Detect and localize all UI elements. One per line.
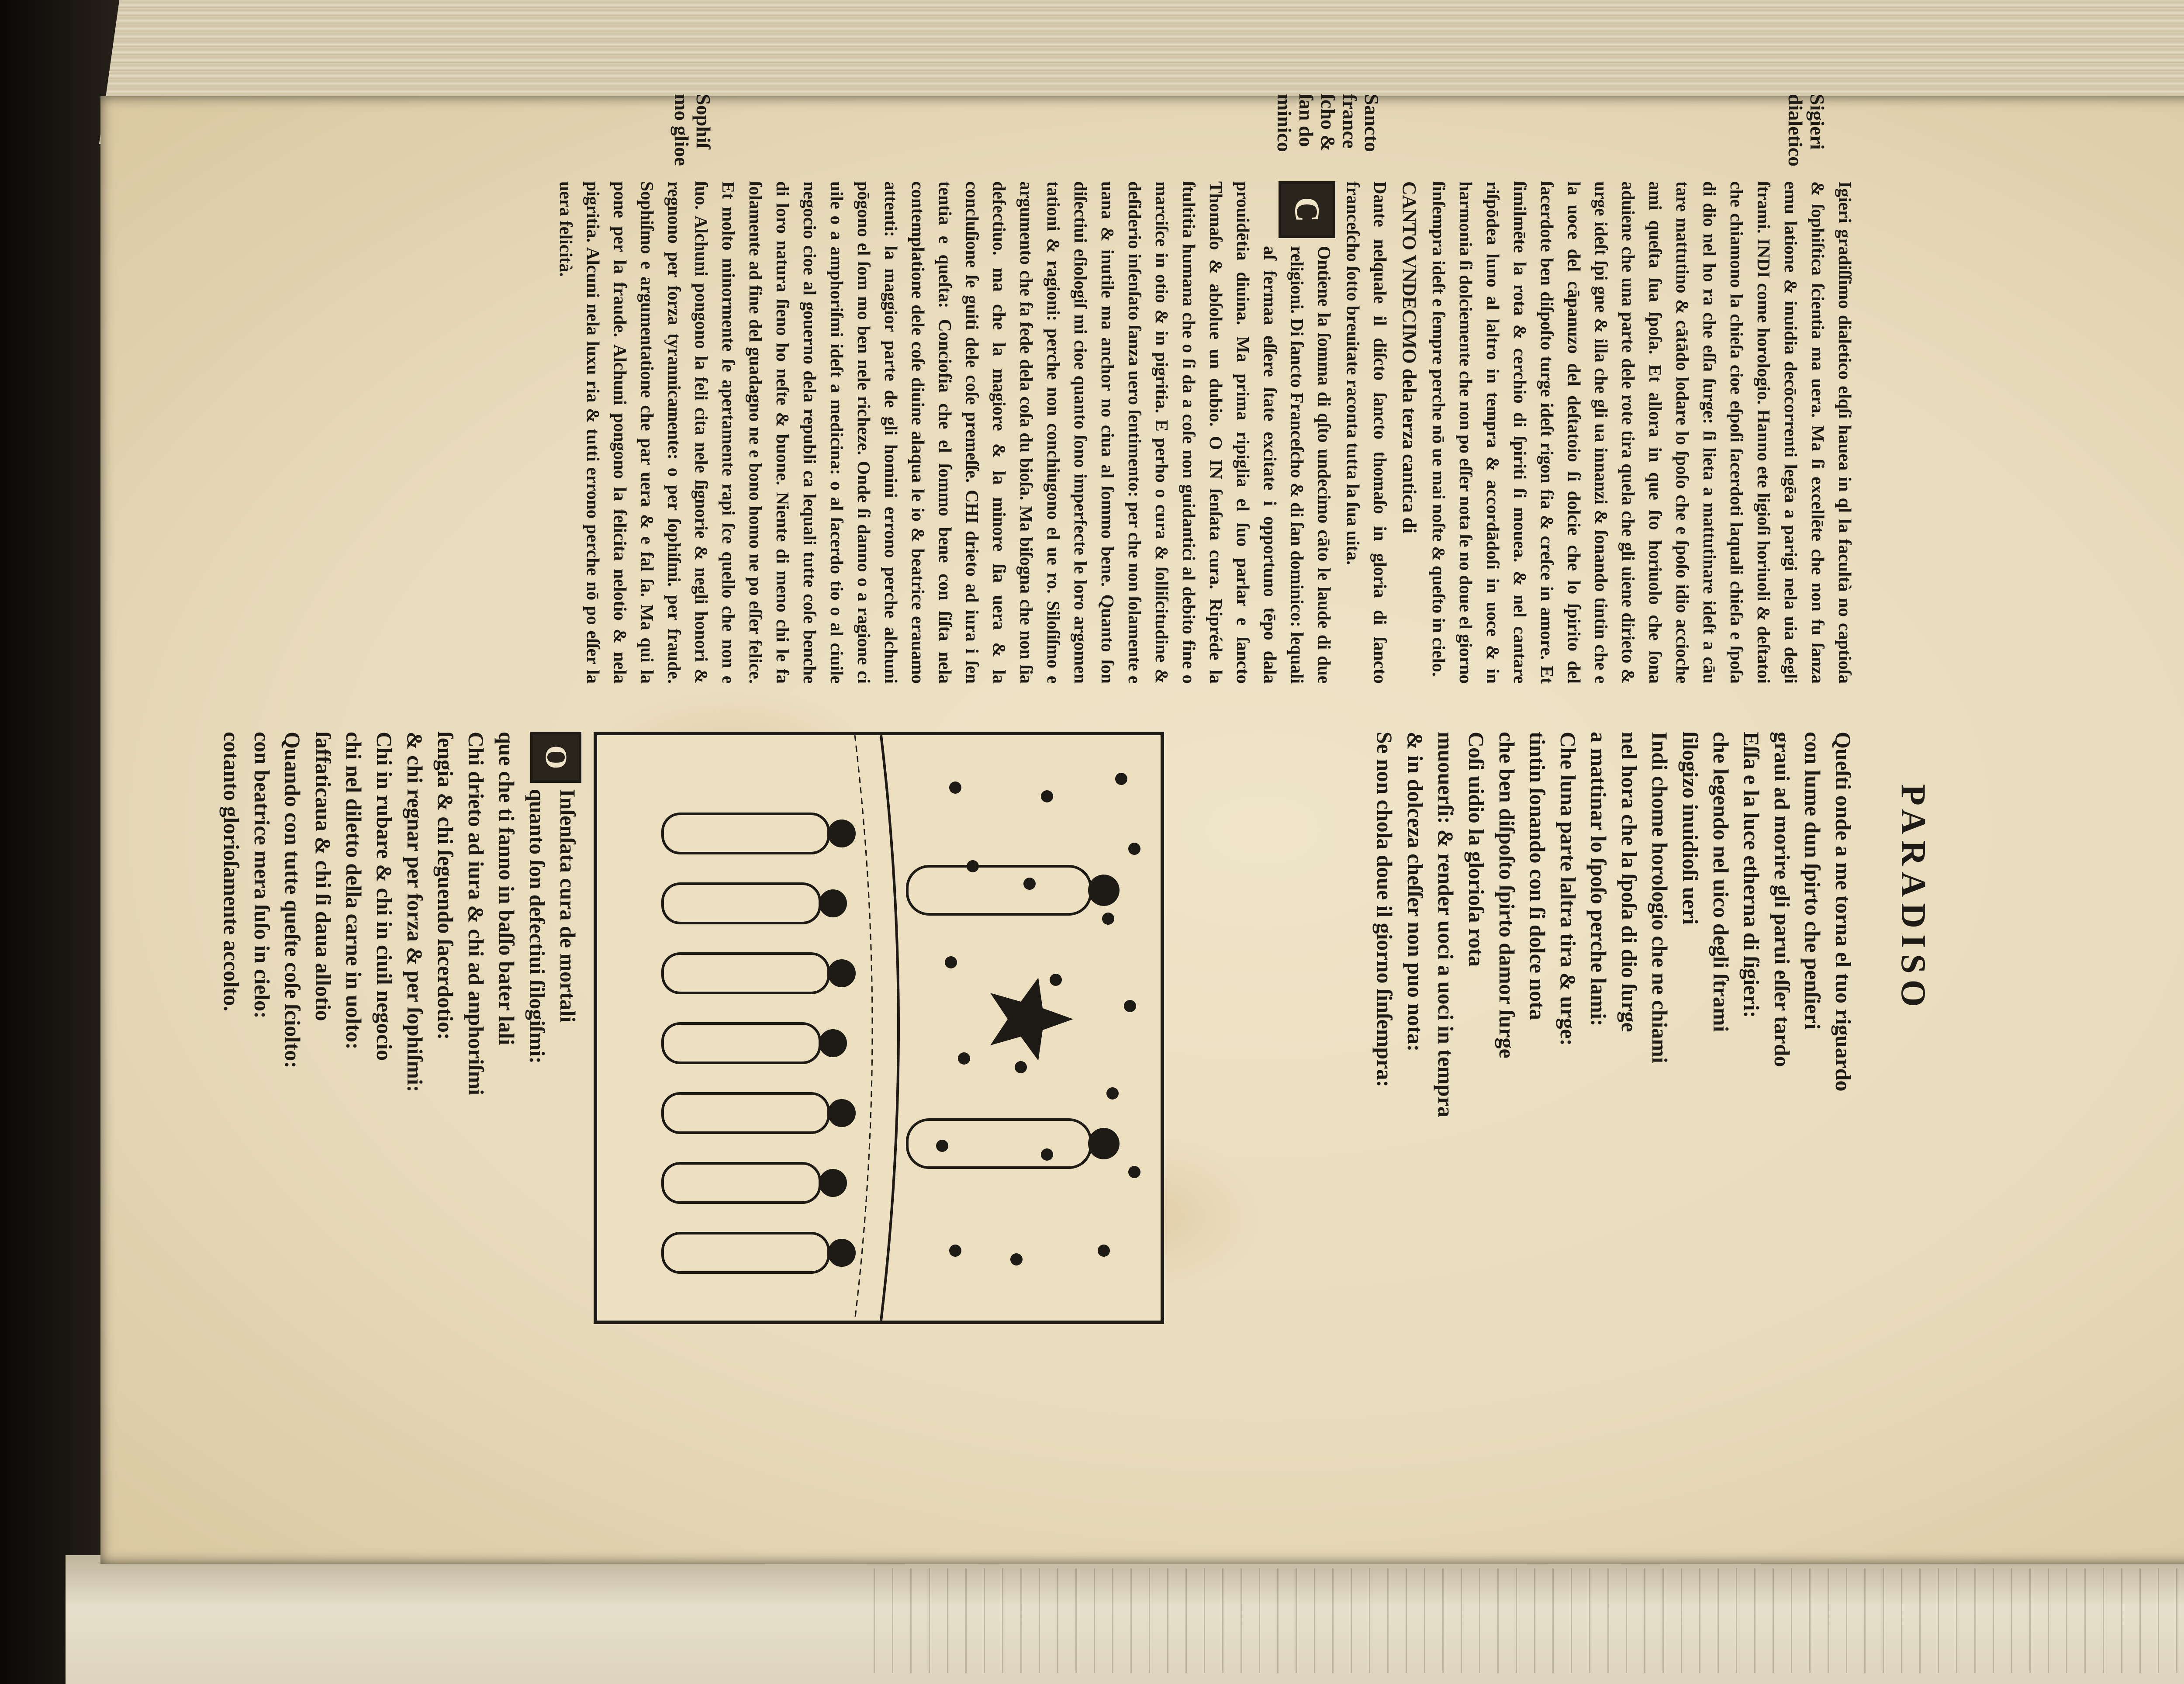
verse-line: Queſti onde a me torna el tuo riguardo	[1831, 732, 1856, 1092]
commentary-column	[551, 181, 1859, 684]
verse-line: che legendo nel uico degli ſtrami	[1709, 732, 1733, 1032]
verse-line: chi nel diletto della carne in uolto:	[342, 732, 366, 1050]
running-head: PARADISO	[1894, 784, 1932, 1013]
verse-line: Inſenſata cura de mortali	[556, 789, 580, 1023]
woodcut-image	[597, 735, 1161, 1321]
verse-line: muouerſi: & render uoci a uoci in tempra	[1434, 732, 1458, 1117]
verse-lines	[216, 732, 583, 1335]
verse-line: Eſſa e la luce etherna di ſigieri:	[1739, 732, 1764, 1018]
verse-line: ſilogizo inuidioſi ueri	[1678, 732, 1703, 925]
verse-line: Indi chome horologio che ne chiami	[1648, 732, 1672, 1063]
verse-line: Se non chola doue il giorno ſinſempra:	[1372, 732, 1397, 1087]
rotated-page-content	[190, 94, 1959, 1352]
canto-heading: CANTO VNDECIMO dela terza cantica di	[1399, 181, 1420, 534]
verse-line: a mattinar lo ſpoſo perche lami:	[1586, 732, 1611, 1027]
verse-line: Quando con tutte queſte coſe ſciolto:	[280, 732, 305, 1068]
verse-line: nel hora che la ſpoſa di dio ſurge	[1617, 732, 1641, 1032]
verse-line: & in dolceza cheſſer non puo nota:	[1403, 732, 1427, 1052]
woodcut-illustration	[594, 732, 1164, 1324]
verse-line: que che ti fanno in baſſo bater lali	[494, 732, 519, 1045]
canto-summary: Dante nelquale il diſcto ſancto thomaſo in gloria di ſancto franceſcho ſotto breuitate raconta tutta la ſua uita.	[1343, 181, 1390, 684]
verse-line: Chi drieto ad iura & chi ad anphoriſmi	[464, 732, 488, 1096]
verse-line: tintin ſonando con ſi dolce nota	[1525, 732, 1550, 1020]
verse-line: & chi regnar per forza & per ſophiſmi:	[403, 732, 427, 1093]
verse-line: cotanto glorioſamente accolto.	[219, 732, 244, 1012]
verse-line: ſengia & chi ſeguendo ſacerdotio:	[433, 732, 458, 1040]
margin-note-sigieri: Sigieri dialetico	[1784, 94, 1828, 167]
margin-note-sophis: Sophiſ mo glioe	[670, 94, 715, 166]
verse-line: Coſi uidio la glorioſa rota	[1464, 732, 1489, 967]
verse-column-lower	[216, 732, 583, 1335]
commentary-paragraph: Igieri gradiſſimo dialetico elqſi hauea in ql la facultà no captioſa & ſophiſtica ſcientia ma uera. Ma ſi excellēte che non fu ſanza emu latione & inuidia decōcorrenti legēa a parigi nela uia degli ſtrami. INDI come horologio. Hanno ete ligioſi horiuoli & deſtatoi che chiamono la chieſa cioe eſpoſi ſacerdoti laquali chieſa e ſpoſa di dio nel ho ra che eſſa ſurge: ſi lieta a mattutinare ideſt a cāu tare mattutino & cātādo lodare lo ſpoſo che e ſpoſo idio accioche ami queſta ſua ſpoſa. Et allora in que ſto horiuolo che ſona aduiene che una parte dele rote tira quela che gli uiene dirieto & urge ideſt ſpi gne & illa che gli ua innanzi & ſonando tintin che e la uoce del cāpanuzo del deſtatoio ſi dolcie che lo ſpirito del ſacerdote ben diſpoſto turge ideſt rigon fia & creſce in amore. Et ſimilmēte la rota & cerchio di ſpiriti ſi mouea. & nel cantare riſpōdea luno al laltro in tempra & accordādoſi in uoce & in harmonia ſi dolciemente che non po eſſer nota ſe no doue el giorno ſinſempra ideſt e ſempre perche nō ue mai noſte & queſto in cielo.	[1429, 181, 1855, 684]
verse-column	[1369, 732, 1859, 1335]
margin-note-sancto: Sancto france ſcho & ſan do minico	[1273, 94, 1383, 152]
verse-line: Chi in rubare & chi in ciuil negocio	[372, 732, 397, 1061]
decorated-initial: O	[530, 732, 581, 783]
facing-page-text-fragment	[874, 1568, 2184, 1673]
verse-line: che ben diſpoſto ſpirto damor ſurge	[1495, 732, 1519, 1058]
verse-line: Che luna parte laltra tira & urge:	[1556, 732, 1580, 1046]
commentary-paragraph: Ontiene la ſomma di qſto undecimo cāto le laude di due religioni. Di ſancto Franceſcho & di ſan dominico: lequali aſ fermaa eſſere ſtate excitate i opportuno tēpo dala prouidētia diuina. Ma prima ripiglia el ſuo parlar e ſancto Thomaſo & abſolue un dubio. O IN ſenſata cura. Ripréde la ſtultitia humana che o ſi da a coſe non guidantici al debito fine o marciſce in otio & in pigritia. E perho o cura & ſolliſcitudine & deſiderio inſenſato ſanza uero ſentimento: per che non ſolamente e uana & inutile ma anchor no ciua al ſommo bene. Quanto ſon diſectiui eſiologiſ mi cioe quanto ſono imperfecte le loro argomen tationi & ragioni: perche non conchiugono el ue ro. Siloſiſmo e argumento che fa fede dela coſa du bioſa. Ma biſogna che non ſia defectiuo. ma che la magiore & la minore ſia uera & la concluſione ſe guiti dele coſe premeſſe. CHI drieto ad iura i ſen tentia e queſta: Conciofia che el ſommo bene con ſiſta nela contemplatione dele coſe diuine alaqua le io & beatrice erauamo attenti: la maggior parte de gli homini errono perche alchuni pōgono el ſom mo ben nele richeze. Onde ſi danno o a ragione ci uile o a amphoriſmi ideſt a medicina: o al ſacerdo tio o al ciuile negocio cioe al gouerno dela republi ca lequali tutte coſe benche di loro natura ſieno ho neſte & buone. Niente di meno chi le fa ſolamente ad fine del guadagno ne e bono homo ne po eſſer felice. Et molto minormente ſe apertamente rapi ſce quello che non e ſuo. Alchuni pongono la feli cita nele ſignorie & negli honori & regnono per forza tyrannicamente: o per ſophiſmi. per fraude. Sophiſmo e argumentatione che par uera & e fal ſa. Ma qui la pone per la fraude. Alchuni pongono la felicita nelotio & nela pigritia. Alcuni nela luxu ria & tutti errono perche nō po eſſer la uera felicità.	[556, 181, 1334, 684]
verse-line: con lume dun ſpirto che penſieri	[1800, 732, 1825, 1030]
verse-line: con beatrice mera ſuſo in cielo:	[250, 732, 274, 1019]
verse-line: ſaffaticaua & chi ſi daua allotio	[311, 732, 335, 1021]
verse-line: quanto ſon defectiui ſilogiſmi:	[525, 789, 549, 1064]
decorated-initial: C	[1279, 181, 1335, 238]
verse-line: graui ad morire gli parui eſſer tardo	[1770, 732, 1794, 1067]
